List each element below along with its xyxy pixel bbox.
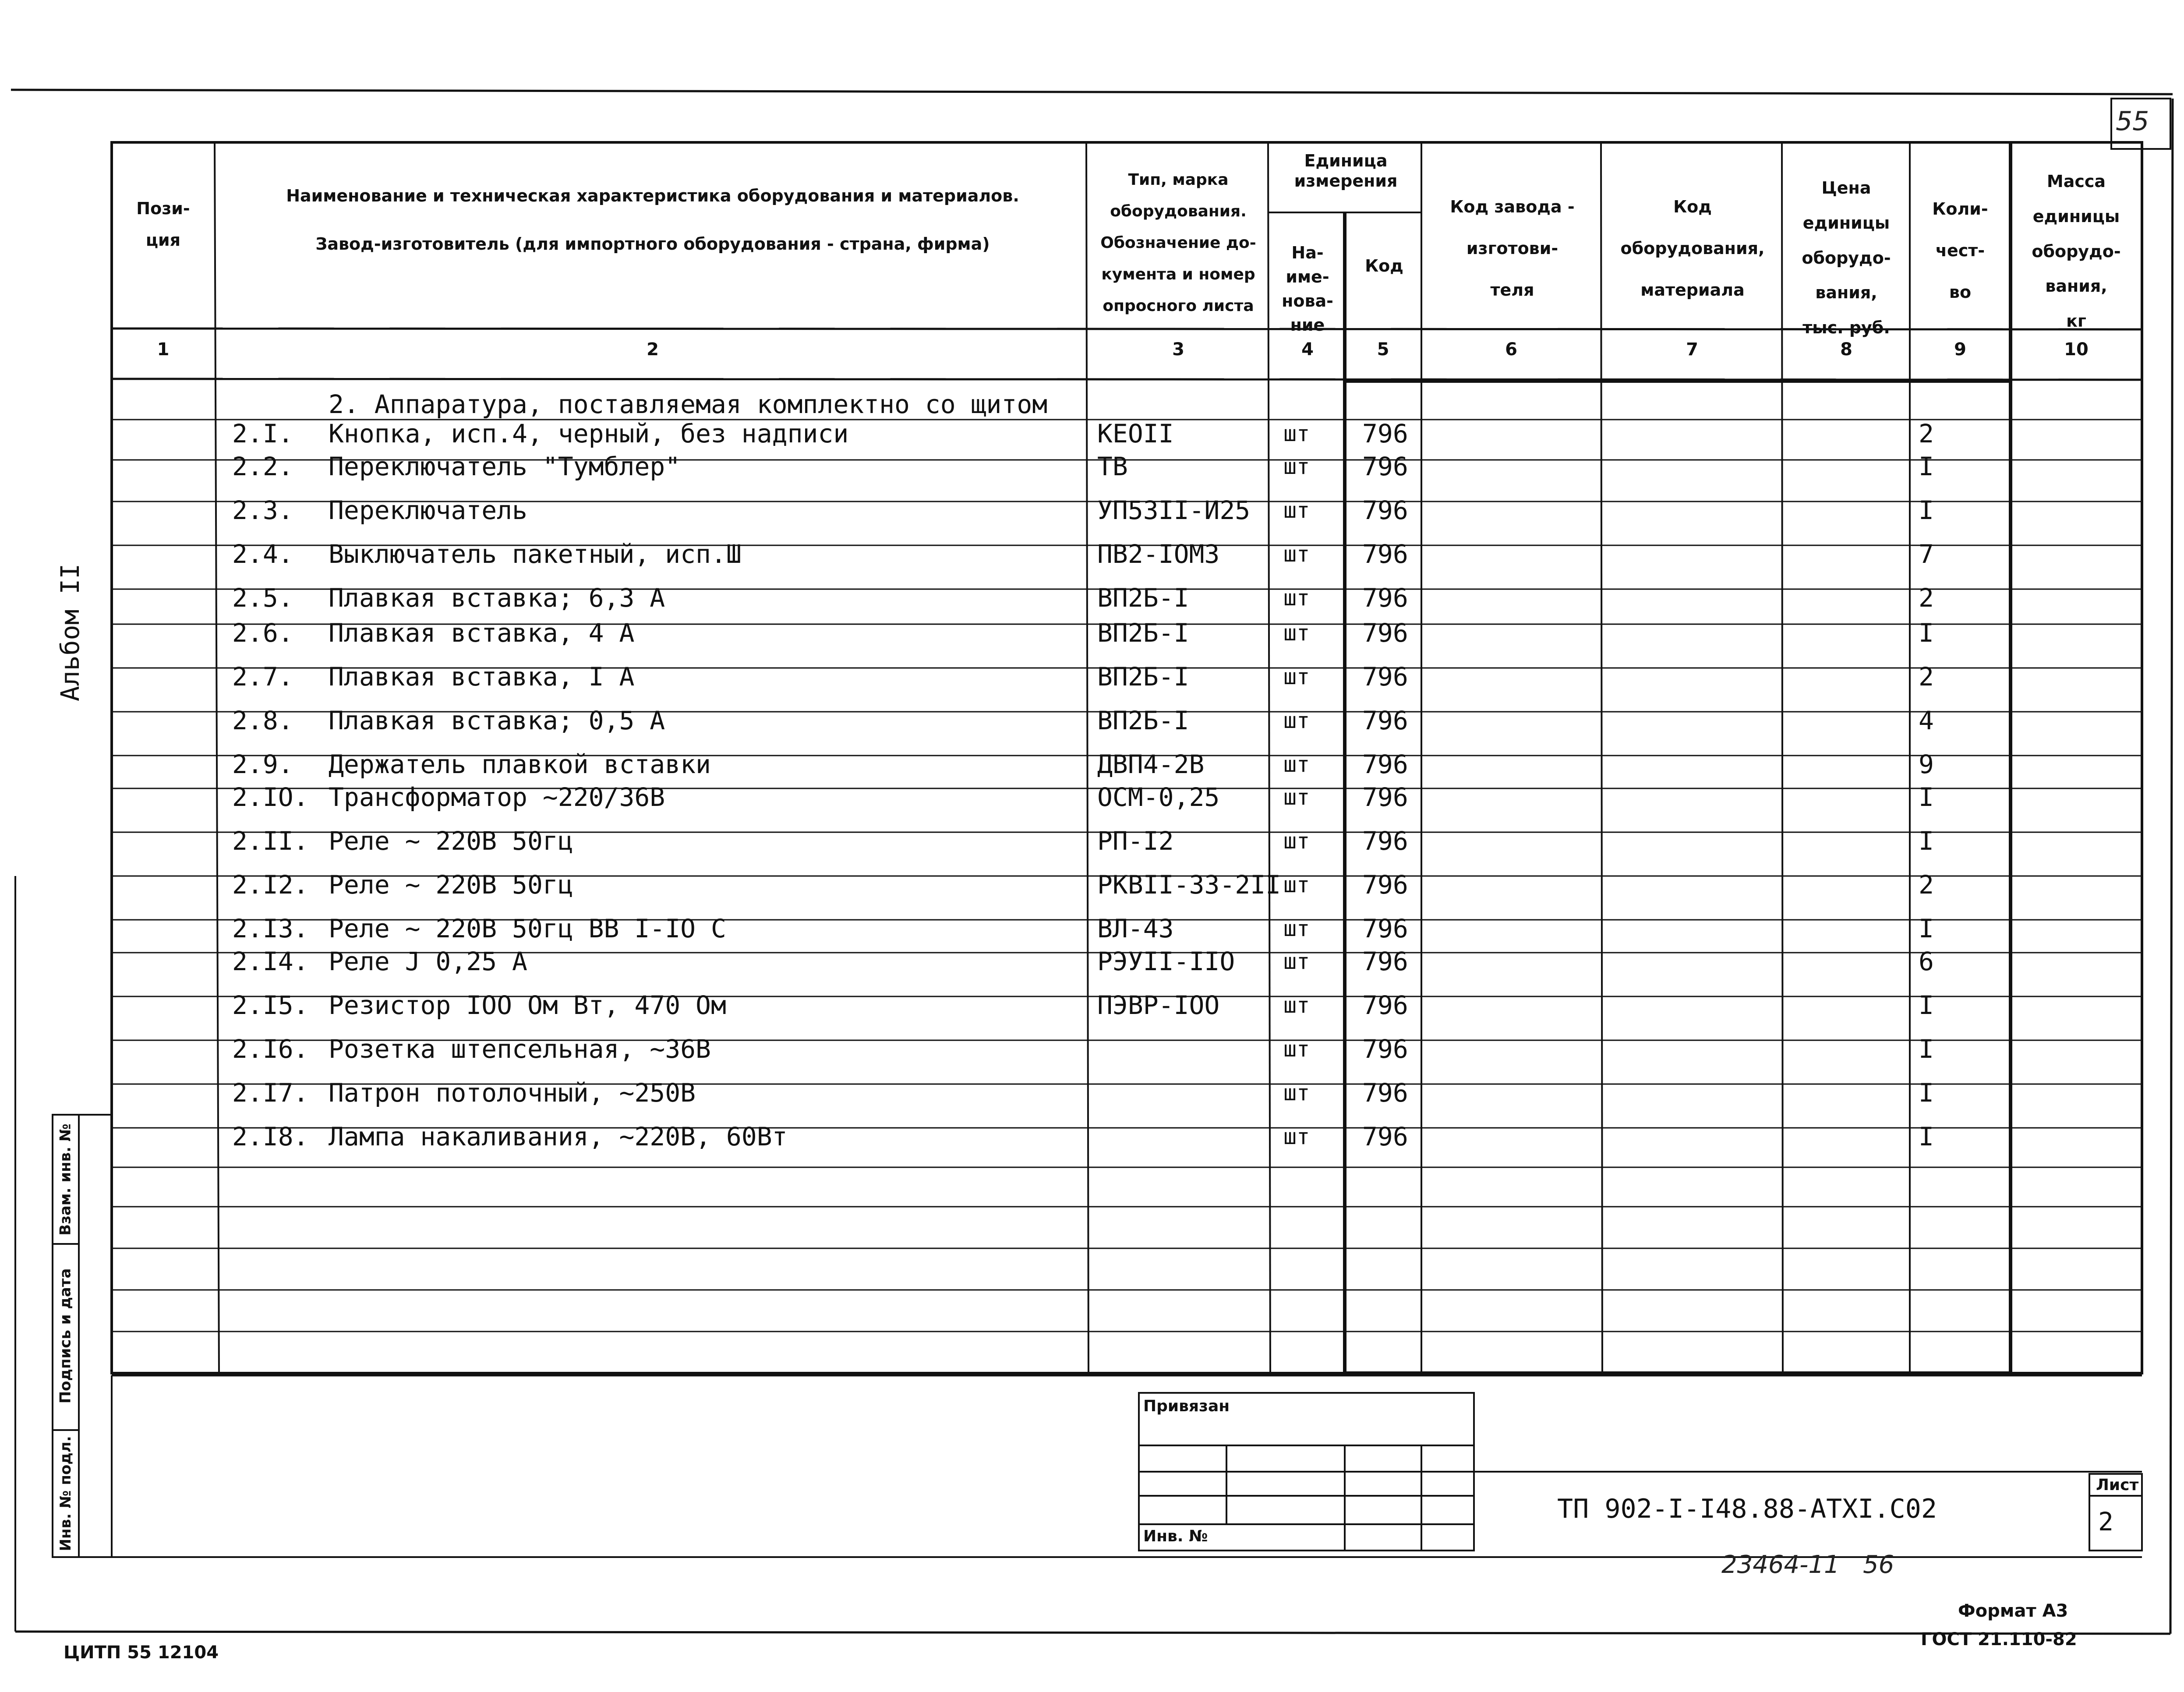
album-label: [53, 563, 88, 702]
row-type: ПВ2-IOМ3: [1097, 539, 1220, 569]
row-code: 796: [1362, 539, 1408, 569]
column-number-9: 9: [1954, 339, 1966, 360]
row-unit: шт: [1283, 916, 1310, 941]
stamp-sheet-value: 2: [2098, 1507, 2113, 1537]
row-unit: шт: [1283, 498, 1310, 523]
row-qty: 2: [1919, 583, 1934, 613]
header-factory-code: Код завода - изготови- теля: [1450, 197, 1575, 300]
row-unit: шт: [1283, 664, 1310, 689]
row-unit: шт: [1283, 872, 1310, 897]
row-pos: 2.7.: [232, 662, 293, 692]
row-name: Плавкая вставка; 6,3 А: [329, 583, 665, 613]
album-label-text: Альбом II: [55, 563, 85, 702]
row-qty: 2: [1919, 419, 1934, 449]
row-type: ВП2Б-I: [1097, 662, 1189, 692]
row-pos: 2.I.: [232, 419, 293, 449]
row-name: Выключатель пакетный, исп.Ш: [329, 539, 742, 569]
row-pos: 2.8.: [232, 706, 293, 735]
row-code: 796: [1362, 452, 1408, 481]
row-code: 796: [1362, 782, 1408, 812]
row-pos: 2.4.: [232, 539, 293, 569]
row-name: Переключатель: [329, 495, 527, 525]
row-name: Плавкая вставка; 0,5 А: [329, 706, 665, 735]
row-type: ТВ: [1097, 452, 1128, 481]
header-mass: Масса единицы оборудо- вания, кг: [2032, 172, 2121, 331]
row-name: Патрон потолочный, ~250В: [329, 1078, 696, 1108]
row-name: Розетка штепсельная, ~36В: [329, 1034, 711, 1064]
row-type: ВП2Б-I: [1097, 583, 1189, 613]
header-unit-name: [1270, 217, 1345, 337]
row-name: Держатель плавкой вставки: [329, 749, 711, 779]
row-type: ОСМ-0,25: [1097, 782, 1220, 812]
column-number-6: 6: [1505, 339, 1517, 360]
column-number-8: 8: [1840, 339, 1852, 360]
stamp-sheet-label: Лист: [2096, 1476, 2139, 1494]
row-code: 796: [1362, 990, 1408, 1020]
row-qty: I: [1919, 1034, 1934, 1064]
row-qty: 4: [1919, 706, 1934, 735]
row-name: Резистор IOO Ом Вт, 470 Ом: [329, 990, 726, 1020]
row-qty: 2: [1919, 870, 1934, 900]
row-unit: шт: [1283, 784, 1310, 810]
row-pos: 2.I2.: [232, 870, 309, 900]
row-qty: 7: [1919, 539, 1934, 569]
row-pos: 2.II.: [232, 826, 309, 856]
row-pos: 2.3.: [232, 495, 293, 525]
row-pos: 2.I6.: [232, 1034, 309, 1064]
header-name-line2: Завод-изготовитель (для импортного оборудования - страна, фирма): [315, 234, 990, 254]
header-price: Цена единицы оборудо- вания, тыс. руб.: [1802, 178, 1891, 338]
row-type: РЭУII-IIO: [1097, 947, 1235, 976]
section-title: 2. Аппаратура, поставляемая комплектно со щитом: [329, 389, 1048, 419]
stamp-bound-label: Привязан: [1143, 1397, 1230, 1415]
row-pos: 2.IO.: [232, 782, 309, 812]
stamp-handwritten-number: 23464-11 56: [1721, 1551, 1894, 1579]
row-name: Лампа накаливания, ~220В, 60Вт: [329, 1122, 788, 1152]
row-qty: 9: [1919, 749, 1934, 779]
column-number-3: 3: [1172, 339, 1184, 360]
header-quantity: Коли- чест- во: [1932, 199, 1988, 302]
column-number-10: 10: [2064, 339, 2089, 360]
row-code: 796: [1362, 947, 1408, 976]
side-stamp-inv: [53, 1430, 79, 1557]
row-type: ВП2Б-I: [1097, 618, 1189, 648]
row-type: ВЛ-43: [1097, 914, 1174, 943]
row-code: 796: [1362, 870, 1408, 900]
row-type: РП-I2: [1097, 826, 1174, 856]
stamp-inv-label: Инв. №: [1143, 1527, 1208, 1545]
row-type: РКВII-33-2II: [1097, 870, 1281, 900]
header-unit-name-text: На- име- нова- ние: [1282, 243, 1333, 335]
row-pos: 2.I5.: [232, 990, 309, 1020]
row-code: 796: [1362, 1034, 1408, 1064]
row-pos: 2.I7.: [232, 1078, 309, 1108]
header-unit: Единица измерения: [1294, 151, 1398, 191]
row-type: КЕОII: [1097, 419, 1174, 449]
row-pos: 2.9.: [232, 749, 293, 779]
side-stamp-sign: [53, 1244, 79, 1430]
header-equipment-code: Код оборудования, материала: [1620, 197, 1765, 300]
row-qty: I: [1919, 826, 1934, 856]
row-qty: I: [1919, 1122, 1934, 1152]
row-unit: шт: [1283, 708, 1310, 733]
row-name: Плавкая вставка, I А: [329, 662, 635, 692]
row-name: Реле J 0,25 А: [329, 947, 527, 976]
column-number-7: 7: [1686, 339, 1698, 360]
footer-format: Формат А3: [1958, 1601, 2068, 1621]
row-name: Трансформатор ~220/36В: [329, 782, 665, 812]
row-unit: шт: [1283, 585, 1310, 611]
row-type: ПЭВР-IOO: [1097, 990, 1220, 1020]
row-unit: шт: [1283, 421, 1310, 446]
stamp-doc-code: ТП 902-I-I48.88-АТХI.С02: [1557, 1494, 1937, 1524]
row-name: Реле ~ 220В 50гц: [329, 826, 573, 856]
row-pos: 2.I3.: [232, 914, 309, 943]
row-pos: 2.5.: [232, 583, 293, 613]
header-name-line1: Наименование и техническая характеристика оборудования и материалов.: [286, 186, 1019, 205]
row-unit: шт: [1283, 1080, 1310, 1106]
row-qty: I: [1919, 452, 1934, 481]
row-name: Плавкая вставка, 4 А: [329, 618, 635, 648]
row-name: Реле ~ 220В 50гц ВВ I-IO С: [329, 914, 726, 943]
row-unit: шт: [1283, 828, 1310, 854]
row-pos: 2.I4.: [232, 947, 309, 976]
column-number-2: 2: [647, 339, 659, 360]
row-pos: 2.6.: [232, 618, 293, 648]
row-pos: 2.2.: [232, 452, 293, 481]
side-stamp-inv-text: Инв. № подл.: [57, 1436, 74, 1551]
row-unit: шт: [1283, 1036, 1310, 1062]
row-qty: I: [1919, 1078, 1934, 1108]
side-stamp-zam-text: Взам. инв. №: [57, 1123, 74, 1236]
side-stamp-zam: [53, 1115, 79, 1244]
row-code: 796: [1362, 1122, 1408, 1152]
header-position: Пози- ция: [136, 199, 190, 250]
row-type: УП53II-И25: [1097, 495, 1251, 525]
row-code: 796: [1362, 706, 1408, 735]
header-unit-code: Код: [1365, 256, 1403, 276]
row-qty: I: [1919, 618, 1934, 648]
row-pos: 2.I8.: [232, 1122, 309, 1152]
row-unit: шт: [1283, 454, 1310, 479]
row-code: 796: [1362, 749, 1408, 779]
row-code: 796: [1362, 495, 1408, 525]
row-name: Кнопка, исп.4, черный, без надписи: [329, 419, 849, 449]
row-qty: 6: [1919, 947, 1934, 976]
column-number-4: 4: [1301, 339, 1314, 360]
row-unit: шт: [1283, 752, 1310, 777]
row-qty: I: [1919, 782, 1934, 812]
row-type: ДВП4-2В: [1097, 749, 1205, 779]
row-qty: 2: [1919, 662, 1934, 692]
column-number-5: 5: [1377, 339, 1389, 360]
row-code: 796: [1362, 914, 1408, 943]
sheet-number-top: 55: [2116, 106, 2149, 137]
row-code: 796: [1362, 618, 1408, 648]
row-qty: I: [1919, 990, 1934, 1020]
row-code: 796: [1362, 662, 1408, 692]
row-qty: I: [1919, 914, 1934, 943]
row-unit: шт: [1283, 993, 1310, 1018]
row-name: Реле ~ 220В 50гц: [329, 870, 573, 900]
row-unit: шт: [1283, 949, 1310, 974]
row-type: ВП2Б-I: [1097, 706, 1189, 735]
row-name: Переключатель "Тумблер": [329, 452, 681, 481]
row-code: 796: [1362, 826, 1408, 856]
footer-left-code: ЦИТП 55 12104: [64, 1643, 219, 1663]
row-unit: шт: [1283, 620, 1310, 646]
header-type: Тип, марка оборудования. Обозначение до- кумента и номер опросного листа: [1100, 171, 1256, 315]
footer-gost: ГОСТ 21.110-82: [1921, 1629, 2077, 1650]
side-stamp-sign-text: Подпись и дата: [57, 1268, 74, 1404]
row-unit: шт: [1283, 1124, 1310, 1149]
row-code: 796: [1362, 583, 1408, 613]
row-code: 796: [1362, 1078, 1408, 1108]
row-unit: шт: [1283, 541, 1310, 567]
row-qty: I: [1919, 495, 1934, 525]
row-code: 796: [1362, 419, 1408, 449]
column-number-1: 1: [157, 339, 170, 360]
